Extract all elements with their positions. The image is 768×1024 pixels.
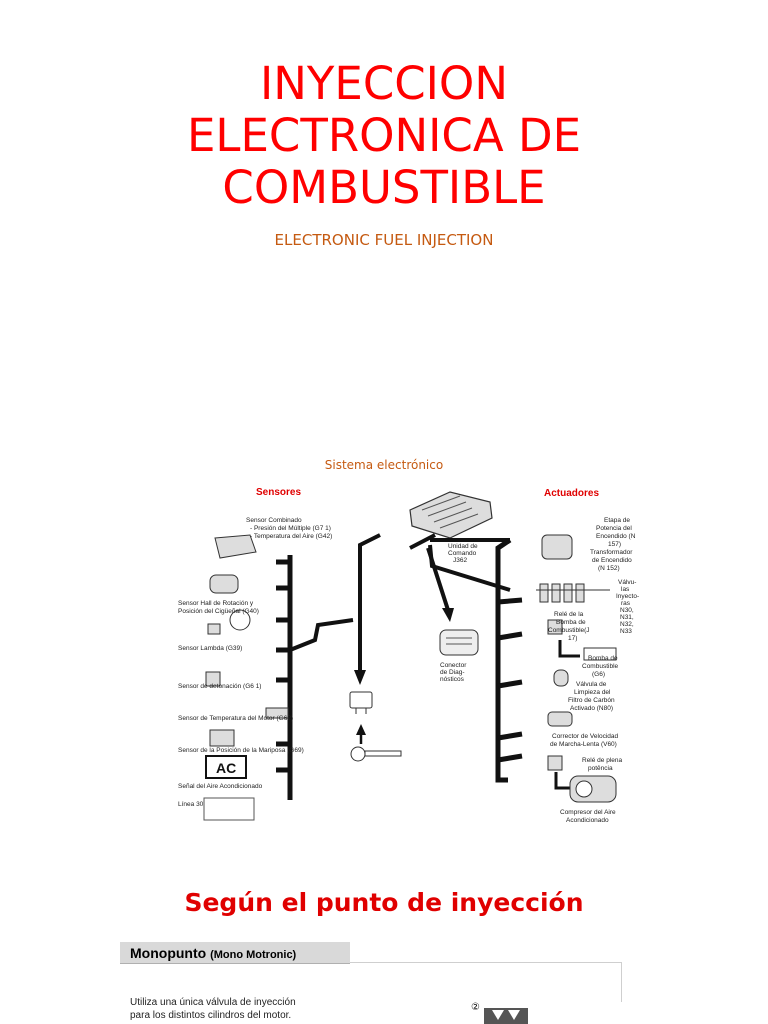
full-power-relay-icon	[548, 756, 570, 788]
diag-arrow-head	[442, 608, 454, 622]
monopunto-rule	[350, 962, 622, 963]
idle-corrector-label: Corrector de Velocidad de Marcha-Lenta (V60)	[550, 733, 619, 748]
diagnostic-connector-icon	[440, 630, 478, 655]
hall-sensor-icon	[210, 575, 238, 593]
electronic-system-diagram	[170, 480, 640, 825]
injector-valves-icon	[536, 584, 610, 602]
slide-title	[0, 58, 768, 214]
sensor-bus	[276, 555, 290, 800]
throttle-sensor-label: Sensor de la Posición de la Mariposa (G69)	[178, 747, 304, 754]
ignition-stage-label: Etapa de Potencia del Encendido (N 157) Transformador de Encendido (N 152)	[590, 517, 636, 572]
line30-connector-icon	[204, 798, 254, 820]
actuators-heading: Actuadores	[544, 488, 600, 499]
ac-compressor-icon	[570, 776, 616, 802]
fuel-pump-label: Bomba de Combustible (G6)	[582, 655, 619, 678]
lambda-sensor-label: Sensor Lambda (G39)	[178, 645, 243, 652]
ignition-coil-icon	[542, 535, 572, 559]
monopunto-description-line-1: Utiliza una única válvula de inyección	[130, 997, 296, 1008]
diagnostic-connector-label: Conector de Diag- nósticos	[440, 662, 467, 683]
ignition-key-icon	[351, 747, 401, 761]
ecu-unit-icon	[410, 492, 492, 538]
monopunto-marker: ②	[471, 1002, 480, 1013]
engine-temp-sensor-label: Sensor de Temperatura del Motor (G62)	[178, 715, 294, 722]
slide-subtitle: ELECTRONIC FUEL INJECTION	[274, 231, 494, 249]
idle-corrector-icon	[548, 712, 572, 726]
carbon-valve-label: Válvula de Limpieza del Filtro de Carbón Activado (N80)	[568, 681, 615, 712]
hall-sensor-label: Sensor Hall de Rotación y Posición del Cigüeñal (G40)	[178, 600, 259, 615]
ecu-label: Unidad de Comando J362	[448, 543, 478, 564]
monopunto-description	[130, 996, 350, 1022]
line30-label: Línea 30	[178, 801, 204, 808]
knock-sensor-label: Sensor de detonación (G6 1)	[178, 683, 262, 690]
combined-sensor-label: Sensor Combinado - Presión del Múltiple (G7 1) - Temperatura del Aire (G42)	[246, 517, 333, 540]
monopunto-label: Monopunto	[130, 945, 207, 961]
injectors-label: Válvu- las Inyecto- ras N30, N31, N32, N33	[616, 579, 640, 635]
relay-icon	[350, 692, 372, 714]
ac-compressor-label: Compresor del Aire Acondicionado	[560, 809, 616, 824]
injection-arrows-icon	[484, 1004, 528, 1024]
monopunto-description-line-2: para los distintos cilindros del motor.	[130, 1010, 292, 1021]
pump-relay-label: Relé de la Bomba de Combustible(J 17)	[548, 611, 590, 642]
title-line-2: ELECTRONICA DE	[186, 109, 582, 162]
carbon-valve-icon	[554, 670, 568, 686]
monopunto-frame-edge	[621, 962, 622, 1002]
title-line-3: COMBUSTIBLE	[222, 161, 546, 214]
sensors-heading: Sensores	[256, 487, 302, 498]
monopunto-sublabel: (Mono Motronic)	[210, 949, 297, 961]
section-heading: Según el punto de inyección	[184, 888, 584, 917]
up-arrow-head	[356, 724, 366, 735]
ac-signal-label: Señal del Aire Acondicionado	[178, 783, 263, 790]
throttle-sensor-icon	[210, 730, 234, 746]
down-arrow-head	[354, 670, 366, 685]
monopunto-label-box	[120, 942, 350, 964]
title-line-1: INYECCION	[259, 57, 509, 110]
full-power-relay-label: Relé de plena potência	[582, 757, 623, 772]
diagram-caption: Sistema electrónico	[324, 458, 444, 472]
ac-badge: AC	[216, 760, 237, 776]
actuator-bus	[498, 540, 522, 780]
